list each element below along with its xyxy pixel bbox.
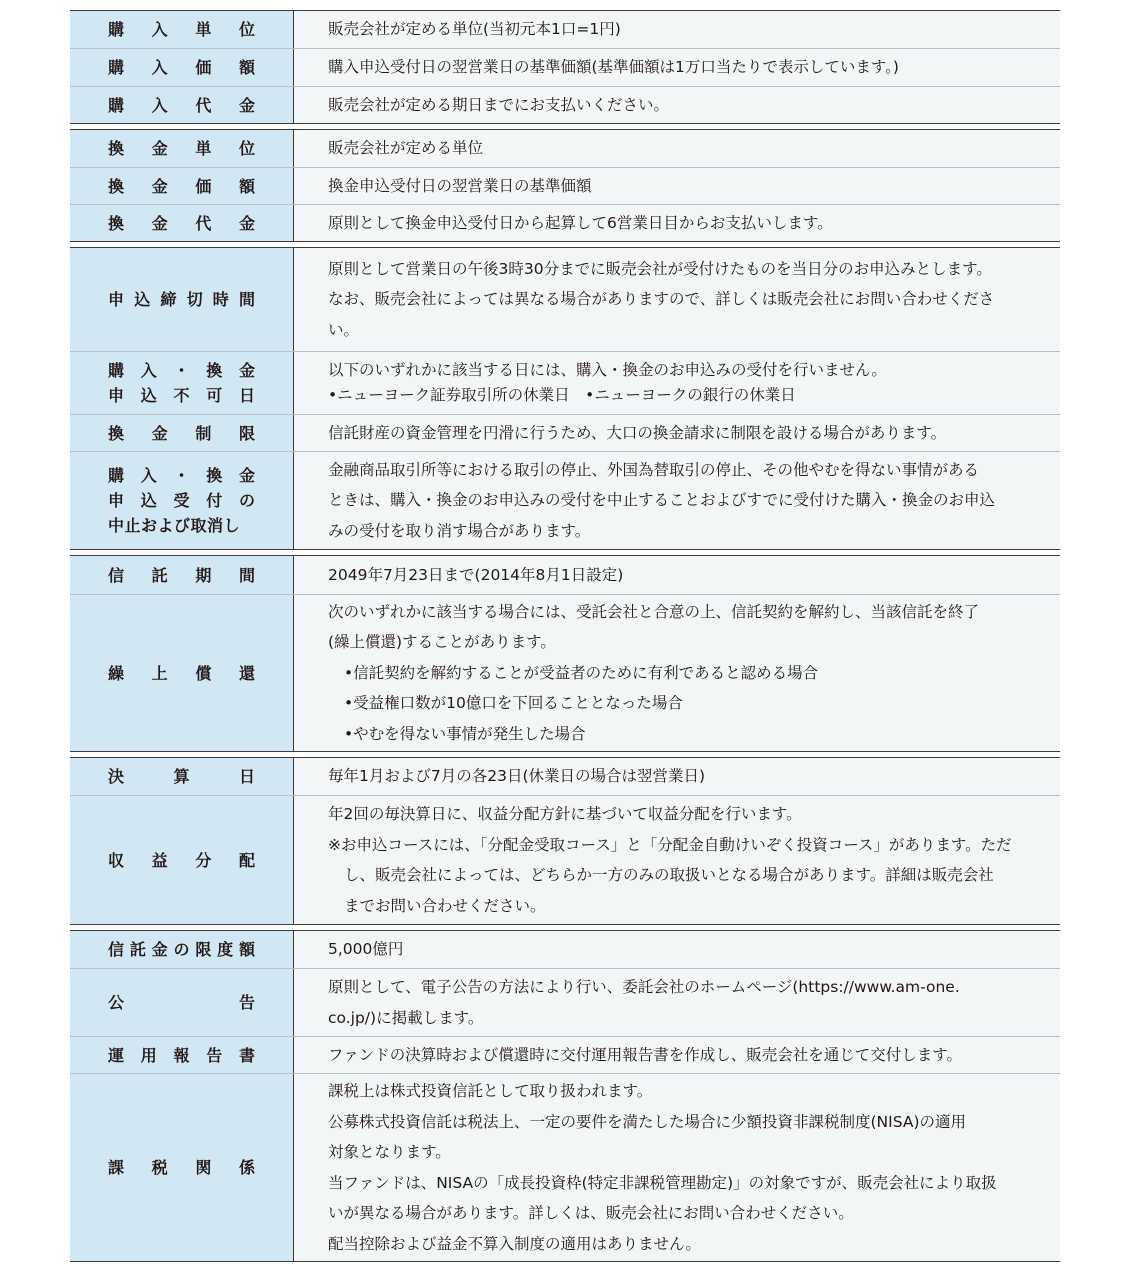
content-line: 以下のいずれかに該当する日には、購入・換金のお申込みの受付を行いません。: [328, 360, 887, 379]
row-content: [294, 931, 1060, 968]
row-label-text: [108, 211, 255, 236]
row-label-line: 換 金 代 金: [108, 213, 255, 233]
row-label: [70, 49, 294, 86]
row-label: [70, 168, 294, 204]
row-label-line: 信 託 期 間: [108, 565, 255, 585]
row-content: [294, 1037, 1060, 1073]
content-line: 金融商品取引所等における取引の停止、外国為替取引の停止、その他やむを得ない事情がある: [328, 460, 980, 479]
row-label: [70, 969, 294, 1036]
table-section: [70, 10, 1060, 124]
row-label-text: [108, 1043, 255, 1068]
table-row: [70, 451, 1060, 549]
row-label-line: 運 用 報 告 書: [108, 1045, 255, 1065]
row-label: [70, 452, 294, 549]
table-row: [70, 1036, 1060, 1073]
content-line: 5,000億円: [328, 940, 404, 959]
row-label-line: 申 込 受 付 の: [108, 491, 255, 510]
row-label: [70, 1037, 294, 1073]
row-label-line: 信 託 金 の 限 度 額: [108, 940, 255, 959]
row-label: [70, 248, 294, 351]
row-label-text: [108, 136, 255, 161]
table-row: [70, 130, 1060, 167]
row-label-line: 公 告: [108, 993, 255, 1012]
row-label: [70, 1074, 294, 1261]
row-label: [70, 11, 294, 48]
row-label: [70, 931, 294, 968]
content-line: 販売会社が定める単位(当初元本1口=1円): [328, 20, 621, 39]
table-row: [70, 968, 1060, 1036]
row-content: [294, 130, 1060, 167]
row-label-line: 購 入 単 位: [108, 20, 255, 39]
row-content: [294, 168, 1060, 204]
row-content: [294, 352, 1060, 414]
row-label-line: 購 入 ・ 換 金: [108, 361, 255, 380]
content-line: みの受付を取り消す場合があります。: [328, 521, 591, 540]
table-row: [70, 931, 1060, 968]
table-row: [70, 48, 1060, 86]
row-content: [294, 415, 1060, 451]
content-line: 原則として換金申込受付日から起算して6営業日目からお支払いします。: [328, 213, 833, 232]
content-bullet: •やむを得ない事情が発生した場合: [344, 724, 586, 743]
row-label-text: [108, 358, 255, 408]
table-row: [70, 351, 1060, 414]
row-label: [70, 758, 294, 795]
table-row: [70, 594, 1060, 751]
row-content: [294, 248, 1060, 351]
row-label: [70, 556, 294, 594]
row-label-line: 申 込 締 切 時 間: [108, 290, 255, 309]
content-line: なお、販売会社によっては異なる場合がありますので、詳しくは販売会社にお問い合わせくださ: [328, 290, 995, 309]
content-line: 次のいずれかに該当する場合には、受託会社と合意の上、信託契約を解約し、当該信託を終了: [328, 602, 980, 621]
content-line: 信託財産の資金管理を円滑に行うため、大口の換金請求に制限を設ける場合があります。: [328, 423, 947, 442]
row-label-text: [108, 563, 255, 588]
row-label-text: [108, 174, 255, 199]
row-content: [294, 205, 1060, 241]
content-line: ※お申込コースには、「分配金受取コース」と「分配金自動けいぞく投資コース」があります。ただ: [328, 835, 1012, 854]
content-line: 換金申込受付日の翌営業日の基準価額: [328, 176, 592, 195]
row-label: [70, 87, 294, 123]
row-label-line: 換 金 単 位: [108, 139, 255, 158]
content-line: co.jp/)に掲載します。: [328, 1008, 484, 1027]
row-label-text: [108, 463, 255, 538]
content-line: 公募株式投資信託は税法上、一定の要件を満たした場合に少額投資非課税制度(NISA)の適用: [328, 1112, 966, 1131]
content-line: (繰上償還)することがあります。: [328, 633, 556, 652]
table-row: [70, 248, 1060, 351]
row-label: [70, 595, 294, 751]
content-line: 販売会社が定める単位: [328, 139, 484, 158]
row-content: [294, 87, 1060, 123]
row-label: [70, 796, 294, 924]
table-row: [70, 414, 1060, 451]
content-line: 配当控除および益金不算入制度の適用はありません。: [328, 1234, 701, 1253]
table-section: [70, 757, 1060, 925]
content-line: 原則として、電子公告の方法により行い、委託会社のホームページ(https://www.am-one.: [328, 978, 960, 996]
row-label: [70, 205, 294, 241]
content-line: 販売会社が定める期日までにお支払いください。: [328, 95, 670, 114]
content-bullet: までお問い合わせください。: [344, 896, 546, 915]
row-label-text: [108, 93, 255, 118]
table-section: [70, 247, 1060, 550]
table-row: [70, 556, 1060, 594]
row-content: [294, 49, 1060, 86]
table-row: [70, 758, 1060, 795]
content-bullet: し、販売会社によっては、どちらか一方のみの取扱いとなる場合があります。詳細は販売会社: [344, 866, 994, 884]
fund-terms-table: [70, 10, 1060, 1267]
content-line: 当ファンドは、NISAの「成長投資枠(特定非課税管理勘定)」の対象ですが、販売会社により取扱: [328, 1173, 997, 1192]
row-label-line: 購 入 代 金: [108, 95, 255, 115]
table-section: [70, 930, 1060, 1262]
row-label-line: 申 込 不 可 日: [108, 386, 255, 405]
table-section: [70, 129, 1060, 242]
content-line: ときは、購入・換金のお申込みの受付を中止することおよびすでに受付けた購入・換金のお申込: [328, 491, 995, 510]
row-label-line: 課 税 関 係: [108, 1158, 255, 1177]
content-line: いが異なる場合があります。詳しくは、販売会社にお問い合わせください。: [328, 1204, 854, 1222]
row-label-line: 決 算 日: [108, 767, 255, 786]
row-content: [294, 796, 1060, 924]
table-row: [70, 86, 1060, 123]
row-content: [294, 595, 1060, 751]
table-row: [70, 167, 1060, 204]
row-label-text: [108, 661, 255, 686]
row-label-text: [108, 55, 255, 80]
content-line: い。: [328, 320, 360, 339]
content-line: ファンドの決算時および償還時に交付運用報告書を作成し、販売会社を通じて交付します。: [328, 1045, 962, 1064]
table-row: [70, 795, 1060, 924]
content-line: 年2回の毎決算日に、収益分配方針に基づいて収益分配を行います。: [328, 805, 802, 823]
row-label: [70, 352, 294, 414]
table-row: [70, 1073, 1060, 1261]
content-line: 購入申込受付日の翌営業日の基準価額(基準価額は1万口当たりで表示しています。): [328, 58, 899, 77]
row-label-line: 換 金 価 額: [108, 176, 255, 196]
row-content: [294, 969, 1060, 1036]
table-row: [70, 11, 1060, 48]
table-section: [70, 555, 1060, 752]
row-label-line: 中止および取消し: [108, 516, 241, 535]
row-label: [70, 130, 294, 167]
row-content: [294, 11, 1060, 48]
row-label-text: [108, 848, 255, 873]
content-bullet: •受益権口数が10億口を下回ることとなった場合: [344, 694, 683, 713]
table-row: [70, 204, 1060, 241]
row-label-line: 購 入 価 額: [108, 58, 255, 77]
content-line: 課税上は株式投資信託として取り扱われます。: [328, 1082, 653, 1100]
content-line: •ニューヨーク証券取引所の休業日 •ニューヨークの銀行の休業日: [328, 386, 796, 404]
row-label-text: [108, 421, 255, 446]
row-label-text: [108, 764, 255, 789]
row-label-text: [108, 937, 255, 962]
content-line: 毎年1月および7月の各23日(休業日の場合は翌営業日): [328, 767, 706, 786]
row-label-text: [108, 1155, 255, 1180]
row-label-line: 換 金 制 限: [108, 423, 255, 443]
row-label-text: [108, 17, 255, 42]
row-label-text: [108, 287, 255, 312]
content-line: 原則として営業日の午後3時30分までに販売会社が受付けたものを当日分のお申込みとします。: [328, 259, 992, 278]
content-line: 対象となります。: [328, 1143, 451, 1161]
row-label-text: [108, 990, 255, 1015]
content-line: 2049年7月23日まで(2014年8月1日設定): [328, 565, 624, 584]
row-content: [294, 1074, 1060, 1261]
content-bullet: •信託契約を解約することが受益者のために有利であると認める場合: [344, 663, 819, 682]
row-label: [70, 415, 294, 451]
row-content: [294, 556, 1060, 594]
row-label-line: 購 入 ・ 換 金: [108, 466, 255, 485]
row-content: [294, 452, 1060, 549]
row-label-line: 収 益 分 配: [108, 850, 255, 870]
row-label-line: 繰 上 償 還: [108, 663, 255, 683]
row-content: [294, 758, 1060, 795]
